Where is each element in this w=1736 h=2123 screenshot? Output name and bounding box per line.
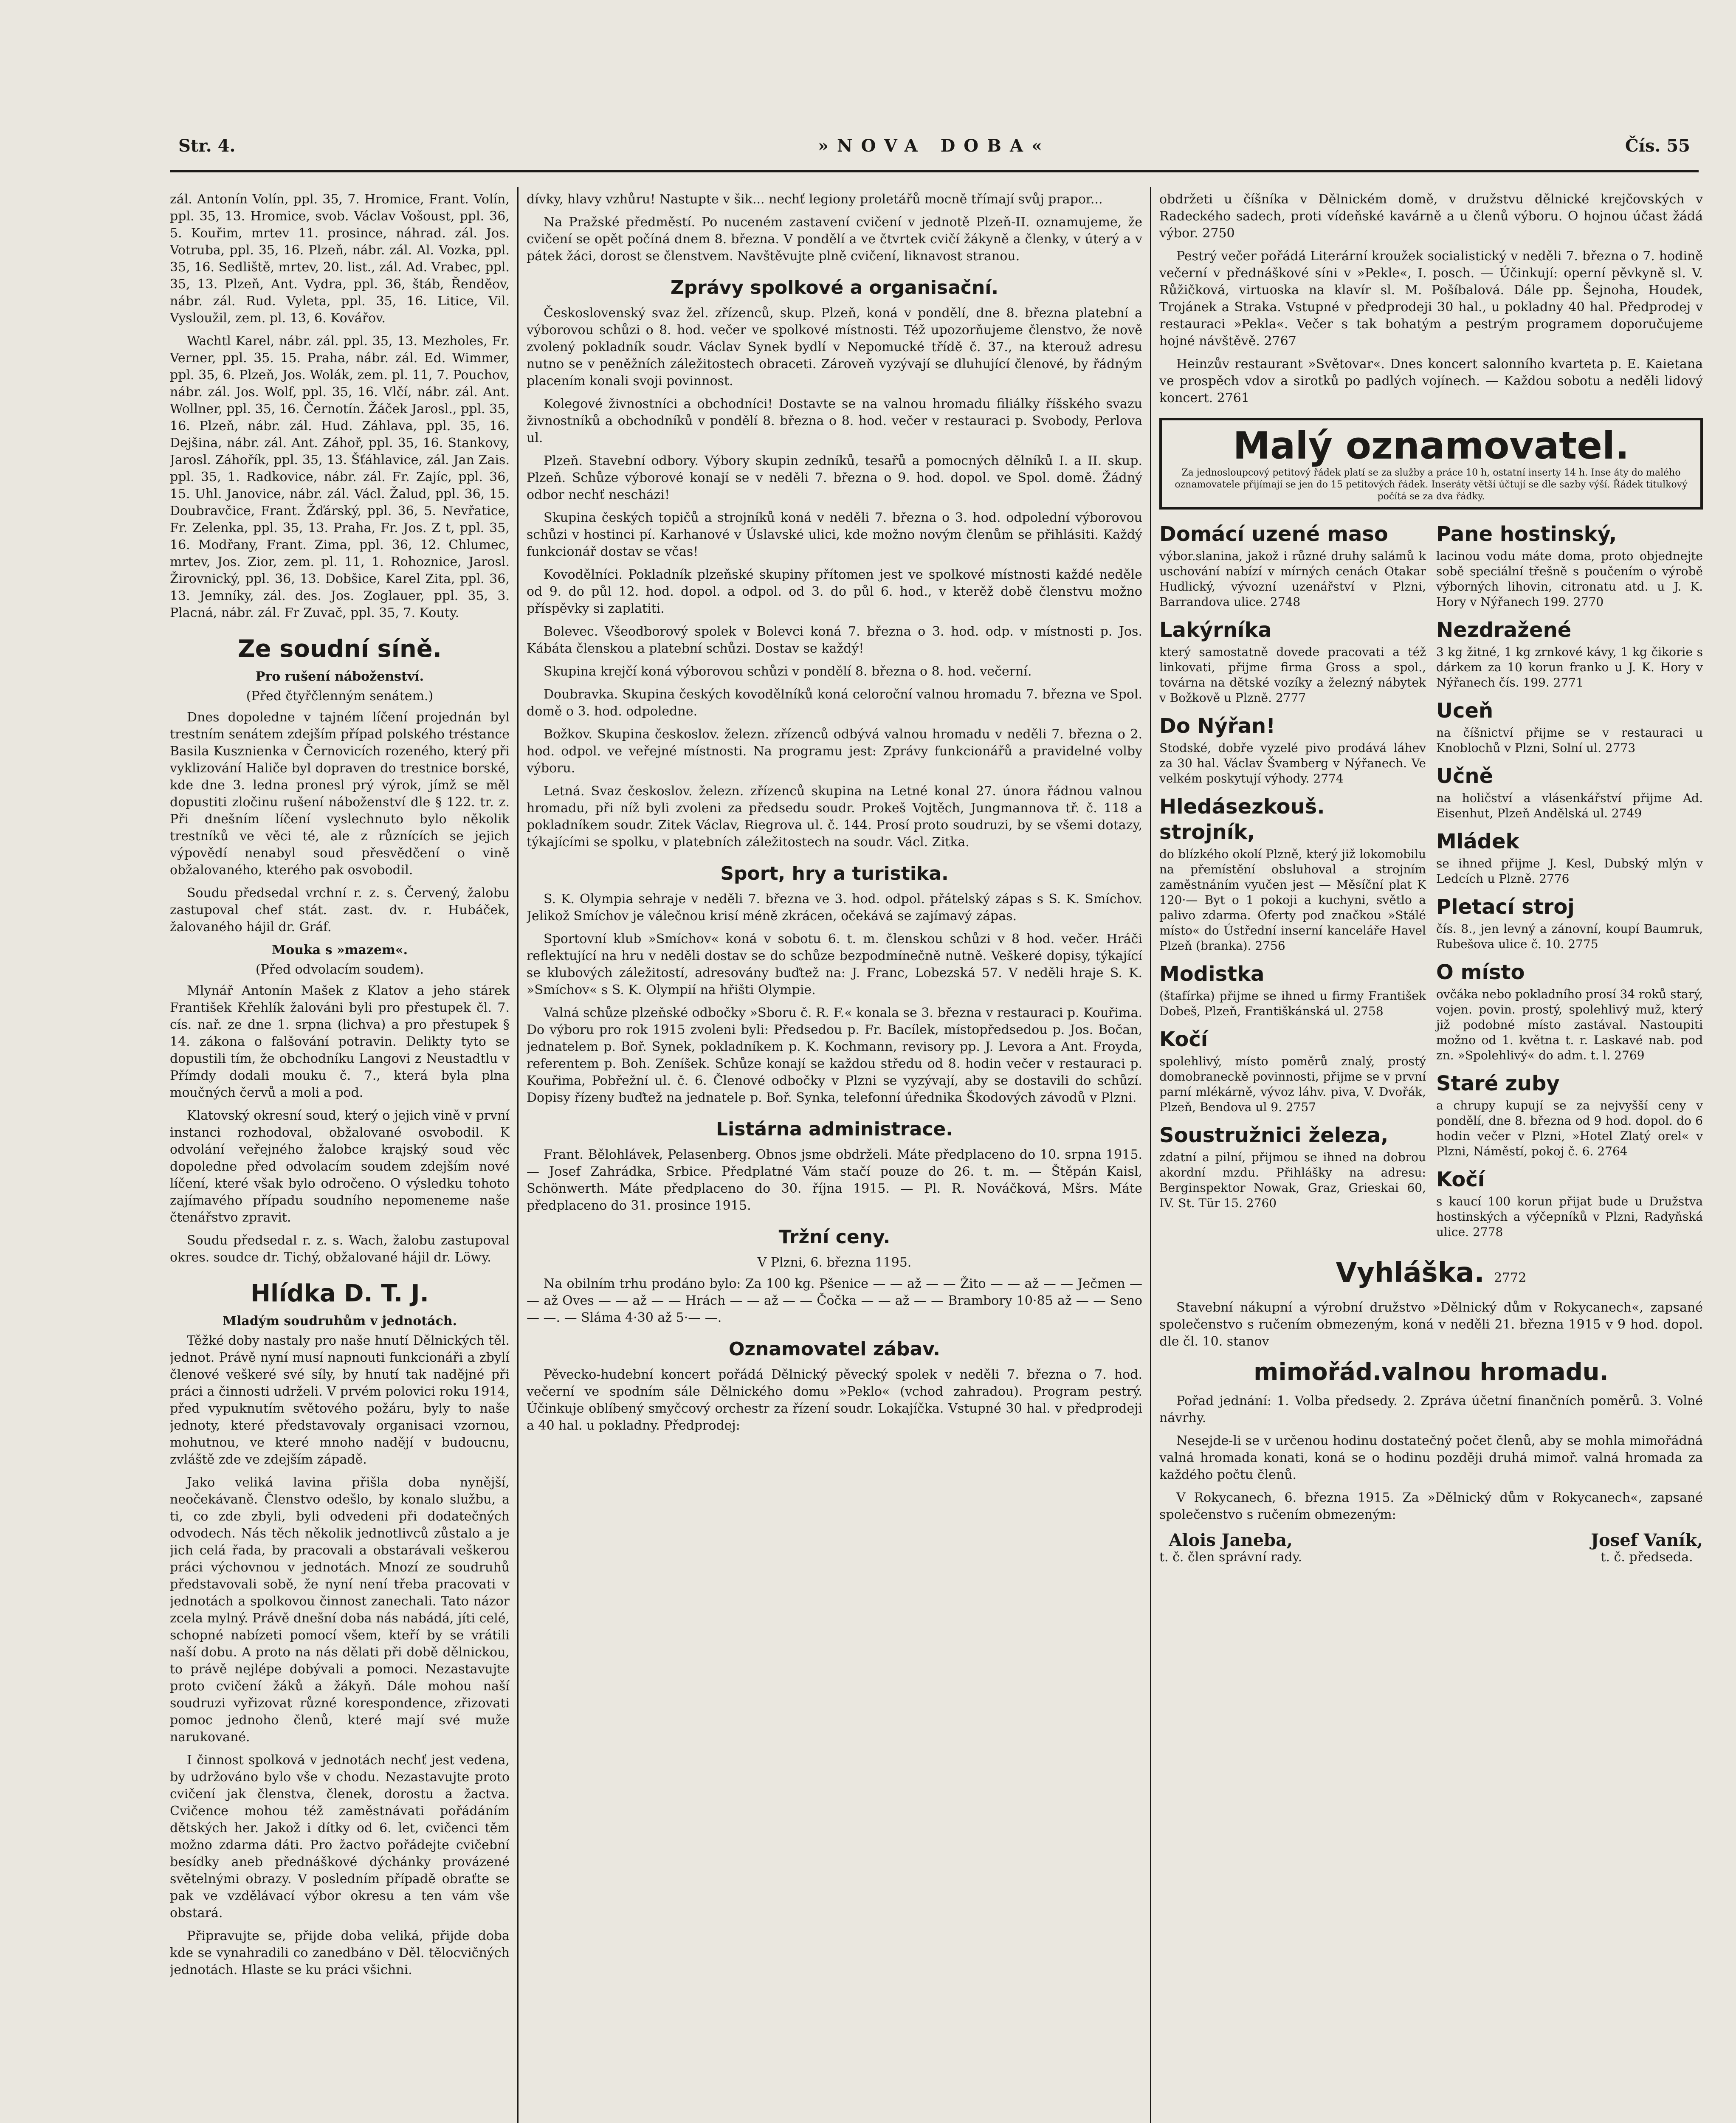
society-news-item: Plzeň. Stavební odbory. Výbory skupin zedníků, tesařů a pomocných dělníků I. a II. skup. Plzeň. Schůze výborové konají se v neděli 7. března o 9. hod. dopol. ve Spol. domě. Žádný odbor nechť nescházi! xyxy=(527,453,1142,502)
sport-item: S. K. Olympia sehraje v neděli 7. března ve 3. hod. odpol. přátelský zápas s S. K. Smíchov. Jelikož Smíchov je válečnou krisí méně zkrácen, očekává se zajímavý zápas. xyxy=(527,892,1142,924)
article-title: Pro rušení náboženství. xyxy=(255,669,424,684)
classified-ad-text: na holičství a vlásenkářství přijme Ad. Eisenhut, Plzeň Andělská ul. 2749 xyxy=(1436,791,1703,820)
admin-mailbox-heading: Listárna administrace. xyxy=(716,1118,953,1140)
classified-ad-text: (štafírka) přijme se ihned u firmy František Dobeš, Plzeň, Františkánská ul. 2758 xyxy=(1159,989,1426,1018)
signature xyxy=(1591,1532,1703,1566)
announcement-title-text: Vyhláška. xyxy=(1336,1257,1485,1289)
society-news-item: Letná. Svaz českoslov. železn. zřízenců skupina na Letné konal 27. února řádnou valnou hromadu, při níž byli zvoleni za předsedu soudr. Prokeš Vojtěch, Jungmannova tř. č. 118 a pokladníkem soudr. Zitek Václav, Riegrova ul. č. 144. Prosí proto soudruzi, by se všemi dotazy, týkajícími se spolku, v platebních záležitostech na soudr. Václ. Zitka. xyxy=(527,784,1142,850)
sport-item: Sportovní klub »Smíchov« koná v sobotu 6. t. m. členskou schůzi v 8 hod. večer. Hráči reflektující na hru v neděli dostav se do schůze bezpodmínečně nutně. Veškeré dopisy, týkající se klubových záležitostí, adresovány buďtež na: J. Franc, Lobezská 57. V neděli hraje S. K. »Smíchov« s S. K. Olympií na hřišti Olympie. xyxy=(527,932,1142,997)
classified-ad-text: Stodské, dobře vyzelé pivo prodává láhev za 30 hal. Václav Švamberg v Nýřanech. Ve velkém poskytují výhody. 2774 xyxy=(1159,741,1426,786)
society-news-item: Československý svaz žel. zřízenců, skup. Plzeň, koná v pondělí, dne 8. března platební a výborovou schůzi o 8. hod. večer ve spolkové místnosti. Též upozorňujeme členstvo, že nově zvolený pokladník soudr. Václav Synek bydlí v Nepomucké třídě č. 37., na kterouž adresu nutno se v peněžních záležitostech obraceti. Zároveň vyzývají se dluhující členové, by řádným placením konali svoji povinnost. xyxy=(527,306,1142,389)
classified-ad-title: Kočí xyxy=(1436,1168,1485,1191)
market-prices-heading: Tržní ceny. xyxy=(778,1226,891,1248)
classified-ads-left xyxy=(1159,518,1426,1247)
article-title: Mouka s »mazem«. xyxy=(271,943,408,957)
article-subtitle: (Před odvolacím soudem). xyxy=(255,962,424,977)
signatory-name: Alois Janeba, xyxy=(1169,1530,1293,1550)
entertainment-item xyxy=(1159,356,1703,407)
masthead: »NOVA DOBA« xyxy=(818,136,1051,156)
classified-ad-title: Modistka xyxy=(1159,962,1265,986)
issue-number: Čís. 55 xyxy=(1625,136,1690,156)
article-paragraph: Soudu předsedal r. z. s. Wach, žalobu zastupoval okres. soudce dr. Tichý, obžalované hájil dr. Löwy. xyxy=(170,1233,510,1265)
signatory-role: t. č. předseda. xyxy=(1601,1550,1693,1565)
classified-ad-text: který samostatně dovede pracovati a též linkovati, přijme firma Gross a spol., továrna na dětské vozíky a železný nábytek v Božkově u Plzně. 2777 xyxy=(1159,645,1426,705)
article-paragraph: Dnes dopoledne v tajném líčení projednán byl trestním senátem zdejším případ polského tréstance Basila Kusznienka v Černovicích rozeného, který při vyklizování Haliče byl dopraven do trestnice borské, kde dne 3. ledna pronesl prý výrok, jímž se měl dopustiti zločinu rušení náboženství dle § 122. tr. z. Při dnešním líčení vyslechnuto bylo několik trestníků ve věci té, ale z různících se jejich výpovědí nenabyl soud přesvědčení o vině obžalovaného, kterého pak osvobodil. xyxy=(170,710,510,878)
article-paragraph: Jako veliká lavina přišla doba nynější, neočekávaně. Členstvo odešlo, by konalo službu, a ti, co zde zbyli, byli odvedeni při dodatečných odvodech. Nás těch několik jednotlivců zůstalo a je jich celá řada, by pracovali a obstarávali veškerou práci výchovnou v jednotách. Mnozí ze soudruhů představovali sobě, že nyní není třeba pracovati v jednotách a spolkovou činnost zanechali. Tato názor zcela mylný. Právě dnešní doba nás nabádá, jíti celé, schopné nabízeti pomocí všem, kteří by se vrátili naší dobu. A proto na nás dělati při době dělnickou, to právě nejlépe dobývali a pomoci. Nezastavujte proto cvičení žáků a žákyň. Dále mohou naší soudruzi vyřizovat různé korespondence, zřizovati pomoc jednoho členů, které mají své muže narukované. xyxy=(170,1475,510,1745)
classified-ad-text: zdatní a pilní, přijmou se ihned na dobrou akordní mzdu. Přihlášky na adresu: Berginspektor Nowak, Graz, Grieskai 60, IV. St. Tür 15. 2760 xyxy=(1159,1150,1426,1210)
classified-ad-text: s kaucí 100 korun přijat bude u Družstva hostinských a výčepníků v Plzni, Radyňská ulice. 2778 xyxy=(1436,1194,1703,1239)
entertainment-item: Pěvecko-hudební koncert pořádá Dělnický pěvecký spolek v neděli 7. března o 7. hod. večerní ve spodním sále Dělnického domu »Peklo« (vchod zahradou). Program pestrý. Účinkuje oblíbený smyčcový orchestr za řízení soudr. Lokajíčka. Vstupné 30 hal. v předprodeji a 40 hal. u pokladny. Předprodej: xyxy=(527,1367,1142,1433)
article-paragraph: Klatovský okresní soud, který o jejich vině v první instanci rozhodoval, obžalované osvobodil. K odvolání veřejného žalobce krajský soud věc dopoledne před odvolacím soudem zdejším nové líčení, které však bylo odročeno. O výsledku tohoto zajímavého případu soudního nepomeneme naše čtenářstvo zpravit. xyxy=(170,1108,510,1225)
article-paragraph: Soudu předsedal vrchní r. z. s. Červený, žalobu zastupoval chef stát. zast. dv. r. Hubáček, žalovaného hájil dr. Gráf. xyxy=(170,886,510,935)
signatures xyxy=(1159,1532,1703,1566)
classified-ad-text: se ihned přijme J. Kesl, Dubský mlýn v Ledcích u Plzně. 2776 xyxy=(1436,856,1703,886)
classifieds-banner xyxy=(1159,418,1703,510)
gymnastics-section-heading: Hlídka D. T. J. xyxy=(251,1280,429,1307)
announcement-paragraph: Nesejde-li se v určenou hodinu dostatečný počet členů, aby se mohla mimořádná valná hromada konati, koná se o hodinu později druhá mimoř. valná hromada za každého počtu členů. xyxy=(1159,1433,1703,1482)
court-section-heading: Ze soudní síně. xyxy=(237,635,442,663)
page-number-left: Str. 4. xyxy=(178,136,236,156)
article-paragraph: Na Pražské předměstí. Po nuceném zastavení cvičení v jednotě Plzeň-II. oznamujeme, že cvičení se opět počíná dnem 8. března. V pondělí a ve čtvrtek cvičí žákyně a členky, v úterý a v pátek žáci, dorost se členstvem. Navštěvujte plně cvičení, liknavost stranou. xyxy=(527,215,1142,264)
column-3 xyxy=(1159,191,1703,2123)
header-rule xyxy=(170,170,1699,172)
column-1 xyxy=(170,191,510,2123)
society-news-item: Skupina českých topičů a strojníků koná v neděli 7. března o 3. hod. odpolední výborovou schůzi v hostinci pí. Karhanové v Úslavské ulici, kde možno novým členům se přihlásiti. Každý funkcionář dostav se včas! xyxy=(527,510,1142,559)
classified-ad-title: Uceň xyxy=(1436,699,1494,723)
article-paragraph: Mlynář Antonín Mašek z Klatov a jeho stárek František Křehlík žalováni byli pro přestupek čl. 7. cís. nař. ze dne 1. srpna (lichva) a pro přestupek § 14. zákona o falšování potravin. Delikty tyto se dopustili tím, že obchodníku Langovi z Neustadtlu v Přímdy dodali mouku č. 7., která byla plna moučných červů a moli a pod. xyxy=(170,983,510,1100)
entertainment-text: Heinzův restaurant »Světovar«. Dnes koncert salonního kvarteta p. E. Kaietana ve prospěch vdov a sirotků po padlých vojínech. — Každou sobotu a neděli lidový koncert. xyxy=(1159,357,1703,405)
market-prices-text: Na obilním trhu prodáno bylo: Za 100 kg. Pšenice — — až — — Žito — — až — — Ječmen — — až Oves — — až — — Hrách — — až — — Čočka — — až — — Brambory 10·85 až — — Seno — —. — Sláma 4·30 až 5·— —. xyxy=(527,1276,1142,1325)
classified-ad-text: výbor.slanina, jakož i různé druhy salámů k uschování nabízí v mírných cenách Otakar Hudlický, vývozní uzenářství v Plzni, Barrandova ulice. 2748 xyxy=(1159,549,1426,609)
article-subtitle: (Před čtyřčlenným senátem.) xyxy=(246,689,434,704)
classified-ad-title: Pletací stroj xyxy=(1436,895,1575,919)
announcement-paragraph: Stavební nákupní a výrobní družstvo »Dělnický dům v Rokycanech«, zapsané společenstvo s ručením obmezeným, koná v neděli 21. března 1915 v 9 hod. dopol. dle čl. 10. stanov xyxy=(1159,1300,1703,1349)
classified-ad-title: O místo xyxy=(1436,960,1525,984)
admin-mailbox-text: Frant. Bělohlávek, Pelasenberg. Obnos jsme obdrželi. Máte předplaceno do 10. srpna 1915. — Josef Zahrádka, Srbice. Předplatné Vám stačí pouze do 26. t. m. — Štěpán Kaisl, Schönwerth. Máte předplaceno do 30. října 1915. — Pl. R. Nováčková, Mšrs. Máte předplaceno do 31. prosince 1915. xyxy=(527,1147,1142,1213)
sport-heading: Sport, hry a turistika. xyxy=(720,863,949,884)
society-news-item: Božkov. Skupina českoslov. železn. zřízenců odbývá valnou hromadu v neděli 7. března o 2. hod. odpol. ve veřejné místnosti. Na programu jest: Zprávy funkcionářů a pravidelné volby výboru. xyxy=(527,727,1142,776)
casualty-list-intro: zál. Antonín Volín, ppl. 35, 7. Hromice, Frant. Volín, ppl. 35, 13. Hromice, svob. Václav Vošoust, ppl. 36, 5. Kouřim, mrtev 11. prosince, náhrad. zál. Jos. Votruba, ppl. 35, 16. Plzeň, nábr. zál. Al. Vozka, ppl. 35, 16. Sedliště, mrtev, 20. list., zál. Ad. Vrabec, ppl. 35, 13. Plzeň, Ant. Vydra, ppl. 36, štáb, Řenděov, nábr. zál. Rud. Vyleta, ppl. 35, 16. Litice, Vil. Vysloužil, zem. pl. 13, 6. Kovářov. xyxy=(170,192,510,326)
classified-ad-title: Učně xyxy=(1436,764,1494,788)
classifieds-rates: Za jednosloupcový petitový řádek platí se za služby a práce 10 h, ostatní inserty 14 h. Inse áty do malého oznamovatele přijímají se jen do 15 petitových řádek. Inseráty větší účtují se dle sazby výší. Řádek titulkový počítá se za dva řádky. xyxy=(1175,467,1688,502)
classified-ad-text: a chrupy kupují se za nejvyšší ceny v pondělí, dne 8. března od 9 hod. dopol. do 6 hodin večer v Plzni, »Hotel Zlatý orel« v Plzni, Náměstí, pokoj č. 6. 2764 xyxy=(1436,1098,1703,1158)
classified-ad-title: Nezdražené xyxy=(1436,618,1572,642)
classified-ad-title: Pane hostinský, xyxy=(1436,522,1617,546)
classified-ad-title: Hledásezkouš. strojník, xyxy=(1159,795,1325,844)
classified-ad-text: čís. 8., jen levný a zánovní, koupí Baumruk, Rubešova ulice č. 10. 2775 xyxy=(1436,922,1703,951)
sport-item: Valná schůze plzeňské odbočky »Sboru č. R. F.« konala se 3. března v restauraci p. Kouřima. Do výboru pro rok 1915 zvoleni byli: Předsedou p. Fr. Bacílek, místopředsedou p. Jos. Bočan, jednatelem p. Boř. Synek, pokladníkem p. K. Kochmann, revisory pp. J. Levora a Ant. Froyda, referentem p. Boh. Zeníšek. Schůze konají se každou středu od 8. hodin večer v restauraci p. Kouřima, Pobřežní ul. č. 6. Členové odbočky v Plzni se vyzývají, aby se dostavili do schůzí. Dopisy řízeny buďtež na jednatele p. Boř. Synka, telefonní úřednika Škodových závodů v Plzni. xyxy=(527,1005,1142,1105)
entertainment-heading: Oznamovatel zábav. xyxy=(728,1338,941,1360)
entertainment-item xyxy=(1159,248,1703,350)
article-paragraph: dívky, hlavy vzhůru! Nastupte v šik... nechť legiony proletářů mocně třímají svůj prapor... xyxy=(527,192,1103,207)
classified-ad-text: na číšnictví přijme se v restauraci u Knoblochů v Plzni, Solní ul. 2773 xyxy=(1436,726,1703,755)
classified-ad-text: 3 kg žitné, 1 kg zrnkové kávy, 1 kg čikorie s dárkem za 10 korun franko u J. K. Hory v Nýřanech čís. 199. 2771 xyxy=(1436,645,1703,690)
article-paragraph: I činnost spolková v jednotách nechť jest vedena, by udržováno bylo vše v chodu. Nezastavujte proto cvičení jak členstva, členek, dorostu a žactva. Cvičence mohou též zaměstnávati pořádáním dětských her. Jakož i dítky od 6. let, cvičenci těm možno zdarma dáti. Pro žactvo pořádejte cvičební besídky aneb přednáškové dýchánky provázené světelnými obrazy. V posledním případě obraťte se pak ve vzdělávací výbor okresu a ten vám vše obstará. xyxy=(170,1753,510,1920)
society-news-heading: Zprávy spolkové a organisační. xyxy=(670,277,999,298)
society-news-item: Bolevec. Všeodborový spolek v Bolevci koná 7. března o 3. hod. odp. v místnosti p. Jos. Kábáta členskou a platební schůzi. Dostav se každý! xyxy=(527,624,1142,656)
classified-ads xyxy=(1159,518,1703,1247)
classified-ad-text: lacinou vodu máte doma, proto objednejte sobě speciální třešně s poučením o výrobě výborných lihovin, citronatu atd. u J. K. Hory v Nýřanech 199. 2770 xyxy=(1436,549,1703,609)
ad-number: 2750 xyxy=(1202,226,1235,241)
classified-ad-title: Lakýrníka xyxy=(1159,618,1272,642)
classified-ad-title: Domácí uzené maso xyxy=(1159,522,1388,546)
society-news-item: Doubravka. Skupina českých kovodělníků koná celoroční valnou hromadu 7. března ve Spol. domě o 3. hod. odpoledne. xyxy=(527,687,1142,719)
classified-ad-title: Do Nýřan! xyxy=(1159,714,1276,738)
announcement-paragraph: V Rokycanech, 6. března 1915. Za »Dělnický dům v Rokycanech«, zapsané společenstvo s ručením obmezeným: xyxy=(1159,1490,1703,1522)
announcement-title xyxy=(1159,1256,1703,1295)
ad-number: 2772 xyxy=(1494,1270,1527,1285)
column-rule-1 xyxy=(517,187,519,2123)
classified-ad-title: Soustružnici železa, xyxy=(1159,1123,1389,1147)
column-2 xyxy=(527,191,1142,2123)
entertainment-text: obdržeti u číšníka v Dělnickém domě, v družstvu dělnické krejčovských v Radeckého sadech, proti vídeňské kavárně a u členů výboru. O hojnou účast žádá výbor. xyxy=(1159,192,1703,241)
classified-ad-text: spolehlivý, místo poměrů znalý, prostý domobraneckě povinnosti, přijme se v první parní mlékárně, vývoz láhv. piva, V. Dvořák, Plzeň, Bendova ul 9. 2757 xyxy=(1159,1054,1426,1114)
general-meeting-title: mimořád.valnou hromadu. xyxy=(1254,1358,1609,1386)
signatory-role: t. č. člen správní rady. xyxy=(1159,1550,1302,1565)
market-prices-date: V Plzni, 6. března 1195. xyxy=(757,1255,912,1270)
signature xyxy=(1159,1532,1302,1566)
article-paragraph: Těžké doby nastaly pro naše hnutí Dělnických těl. jednot. Právě nyní musí napnouti funkcionáři a zbylí členové veškeré své síly, by hnutí tak nadějné při práci a činnosti udrželi. V prvém polovici roku 1914, před vypuknutím světového požáru, byly to naše jednoty, které představovaly organisaci vzornou, mohutnou, ve které mnoho nadějí v budoucnu, zvláště zde ve zdejším západě. xyxy=(170,1333,510,1467)
ad-number: 2767 xyxy=(1264,334,1296,349)
classified-ads-right xyxy=(1436,518,1703,1247)
ad-number: 2761 xyxy=(1217,391,1249,405)
society-news-item: Kovodělníci. Pokladník plzeňské skupiny přítomen jest ve spolkové místnosti každé neděle od 9. do půl 12. hod. dopol. a odpol. od 3. do půl 6. hod., v kterěž době členstvu možno příspěvky si zaplatiti. xyxy=(527,567,1142,616)
society-news-item: Kolegové živnostníci a obchodníci! Dostavte se na valnou hromadu filiálky říšského svazu živnostníků a obchodníků v pondělí 8. března o 8. hod. večer v restauraci p. Svobody, Perlova ul. xyxy=(527,397,1142,445)
article-paragraph: Připravujte se, přijde doba veliká, přijde doba kde se vynahradili co zanedbáno v Děl. tělocvičných jednotách. Hlaste se ku práci všichni. xyxy=(170,1929,510,1977)
classifieds-title: Malý oznamovatel. xyxy=(1233,424,1629,467)
entertainment-item xyxy=(1159,191,1703,242)
society-news-item: Skupina krejčí koná výborovou schůzi v pondělí 8. března o 8. hod. večerní. xyxy=(544,664,1032,679)
classified-ad-title: Staré zuby xyxy=(1436,1072,1560,1095)
classified-ad-text: ovčáka nebo pokladního prosí 34 roků starý, vojen. povin. prostý, spolehlivý muž, který již podobné místo zastával. Nastoupiti možno od 1. května t. r. Laskavé nab. pod zn. »Spolehlivý« do adm. t. l. 2769 xyxy=(1436,987,1703,1062)
article-title: Mladým soudruhům v jednotách. xyxy=(222,1314,457,1329)
classified-ad-text: do blízkého okolí Plzně, který již lokomobilu na přemístění obsluhoval a strojním zaměstnáním vyučen jest — Měsíční plat K 120·— Byt o 1 pokoji a kuchyni, světlo a palivo zdarma. Oferty pod značkou »Stálé místo« do Ústřední inserní kanceláře Havel Plzeň (branka). 2756 xyxy=(1159,847,1426,953)
entertainment-text: Pestrý večer pořádá Literární kroužek socialistický v neděli 7. března o 7. hodině večerní v přednáškové síni v »Pekle«, I. posch. — Účinkují: operní pěvkyně sl. V. Růžičková, virtuoska na klavír sl. M. Pošíbalová. Dále pp. Šejnoha, Houdek, Trojánek a Straka. Vstupné v předprodeji 30 hal., u pokladny 40 hal. Předprodej v restauraci »Pekla«. Večer s tak bohatým a pestrým programem doporučujeme hojné návštěvě. xyxy=(1159,249,1703,349)
classified-ad-title: Kočí xyxy=(1159,1028,1208,1051)
announcement-paragraph: Pořad jednání: 1. Volba předsedy. 2. Zpráva účetní finančních poměrů. 3. Volné návrhy. xyxy=(1159,1394,1703,1425)
signatory-name: Josef Vaník, xyxy=(1591,1530,1703,1550)
casualty-list: Wachtl Karel, nábr. zál. ppl. 35, 13. Mezholes, Fr. Verner, ppl. 35. 15. Praha, nábr. zál. Ed. Wimmer, ppl. 35, 6. Plzeň, Jos. Wolák, zem. pl. 11, 7. Pouchov, nábr. zál. Jos. Wolf, ppl. 35, 16. Vlčí, nábr. zál. Ant. Wollner, ppl. 35, 16. Černotín. Žáček Jarosl., ppl. 35, 16. Plzeň, nábr. zál. Hud. Záhlava, ppl. 35, 16. Dejšina, nábr. zál. Ant. Záhoř, ppl. 35, 16. Stankovy, Jarosl. Záhořík, ppl. 35, 13. Šťáhlavice, zál. Jan Zais. ppl. 35, 1. Radkovice, nábr. zál. Fr. Zajíc, ppl. 36, 15. Uhl. Janovice, nábr. zál. Václ. Žalud, ppl. 36, 15. Doubravčice, Frant. Žďárský, ppl. 36, 5. Nevřatice, Fr. Zelenka, ppl. 35, 13. Praha, Fr. Jos. Z t, ppl. 35, 16. Modřany, Frant. Zima, ppl. 36, 12. Chlumec, mrtev, Jos. Zior, zem. pl. 11, 1. Rohoznice, Jarosl. Žirovnický, ppl. 36, 13. Dobšice, Karel Zita, ppl. 36, 13. Jemníky, zál. des. Jos. Zoglauer, ppl. 35, 3. Placná, nábr. zál. Fr Zuvač, ppl. 35, 7. Kouty. xyxy=(170,334,510,620)
page-header xyxy=(178,136,1690,166)
column-rule-2 xyxy=(1150,187,1151,2123)
classified-ad-title: Mládek xyxy=(1436,830,1519,853)
